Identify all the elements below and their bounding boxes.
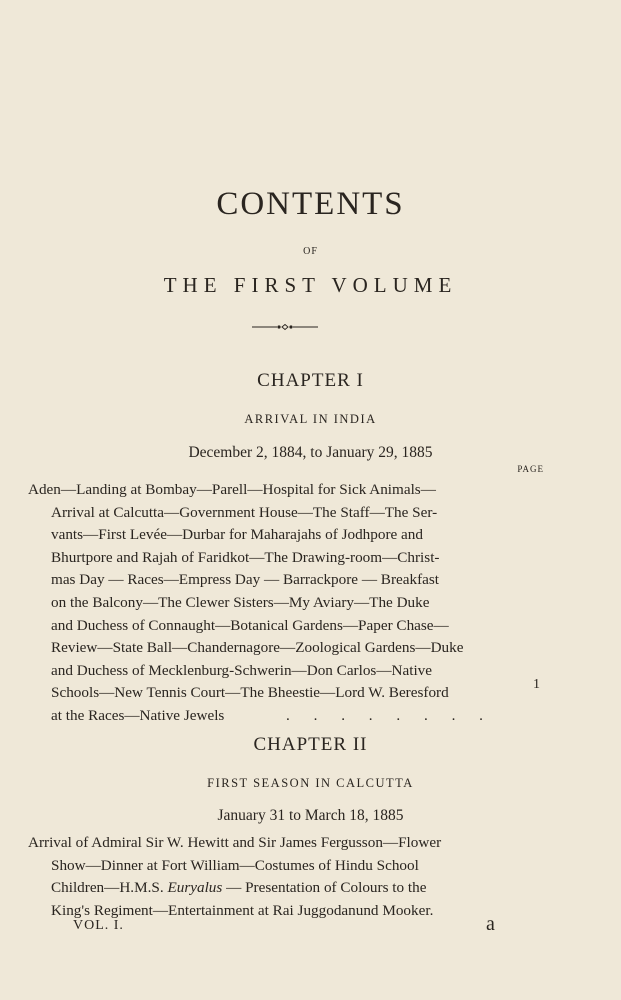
volume-title: THE FIRST VOLUME bbox=[163, 273, 458, 297]
chapter-1-summary bbox=[28, 479, 510, 728]
chapter-2-line bbox=[28, 877, 510, 900]
chapter-1-line: Bhurtpore and Rajah of Faridkot—The Drawing-room—Christ- bbox=[51, 548, 440, 566]
contents-title: CONTENTS bbox=[216, 186, 405, 222]
chapter-1-line: vants—First Levée—Durbar for Maharajahs of Jodhpore and bbox=[51, 526, 423, 544]
volume-mark: VOL. I. bbox=[73, 918, 124, 933]
chapter-2-subtitle: FIRST SEASON IN CALCUTTA bbox=[207, 776, 414, 790]
chapter-1-line: Schools—New Tennis Court—The Bheestie—Lord W. Beresford bbox=[51, 684, 449, 702]
ornament-rule-icon bbox=[252, 320, 318, 334]
chapter-2-dates: January 31 to March 18, 1885 bbox=[217, 807, 404, 824]
chapter-2-line-part: Children—H.M.S. bbox=[51, 879, 168, 897]
chapter-1-subtitle: ARRIVAL IN INDIA bbox=[244, 412, 377, 426]
ship-name: Euryalus bbox=[167, 879, 223, 897]
chapter-1-line: Review—State Ball—Chandernagore—Zoological Gardens—Duke bbox=[51, 639, 464, 657]
chapter-1-page-number: 1 bbox=[533, 677, 540, 692]
chapter-2-line: King's Regiment—Entertainment at Rai Juggodanund Mooker. bbox=[51, 901, 434, 919]
chapter-1-dates: December 2, 1884, to January 29, 1885 bbox=[188, 444, 433, 461]
of-label: OF bbox=[303, 246, 318, 257]
chapter-1-line: mas Day — Races—Empress Day — Barrackpore — Breakfast bbox=[51, 571, 440, 589]
chapter-1-line: and Duchess of Mecklenburg-Schwerin—Don Carlos—Native bbox=[51, 661, 433, 679]
chapter-1-line-text: at the Races—Native Jewels bbox=[51, 706, 225, 724]
dot-leader: . . . . . . . . bbox=[286, 706, 493, 724]
chapter-2-line-part: — Presentation of Colours to the bbox=[222, 879, 427, 897]
chapter-2-line: Arrival of Admiral Sir W. Hewitt and Sir James Fergusson—Flower bbox=[28, 834, 442, 851]
chapter-1-line: on the Balcony—The Clewer Sisters—My Aviary—The Duke bbox=[51, 593, 430, 611]
page-column-label: PAGE bbox=[517, 464, 544, 474]
chapter-2-line: Show—Dinner at Fort William—Costumes of Hindu School bbox=[51, 856, 419, 874]
chapter-2-heading: CHAPTER II bbox=[253, 734, 368, 755]
chapter-2-summary bbox=[28, 832, 510, 922]
chapter-1-line: Arrival at Calcutta—Government House—The Staff—The Ser- bbox=[51, 503, 438, 521]
chapter-1-line-last bbox=[28, 705, 510, 728]
chapter-1-line: Aden—Landing at Bombay—Parell—Hospital for Sick Animals— bbox=[28, 481, 436, 498]
signature-mark: a bbox=[486, 913, 496, 935]
chapter-1-line: and Duchess of Connaught—Botanical Gardens—Paper Chase— bbox=[51, 616, 449, 634]
chapter-1-heading: CHAPTER I bbox=[257, 370, 364, 391]
